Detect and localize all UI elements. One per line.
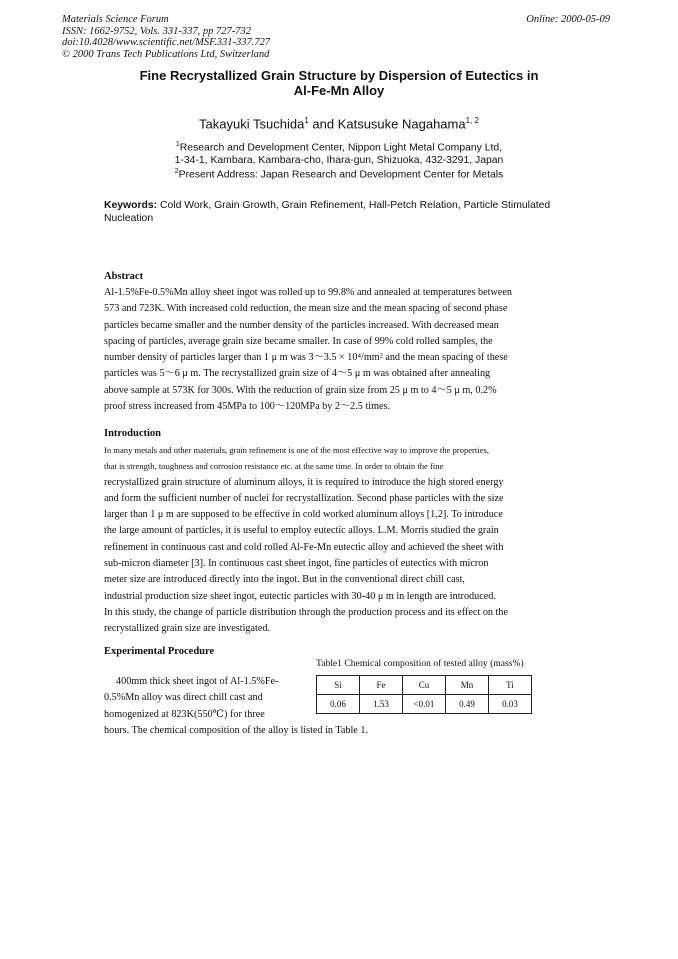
copyright: © 2000 Trans Tech Publications Ltd, Switzerland [62,48,270,60]
exp-line: hours. The chemical composition of the alloy is listed in Table 1. [104,724,369,736]
abstract-line: proof stress increased from 45MPa to 100～120MPa by 2～2.5 times. [104,401,391,413]
table-header-cell: Cu [403,676,446,695]
abstract-line: particles became smaller and the number density of the particles increased. With decreased mean [104,319,499,331]
keywords [104,200,574,225]
abstract-body [104,285,552,415]
introduction-heading: Introduction [104,428,161,439]
doi: doi:10.4028/www.scientific.net/MSF.331-337.727 [62,37,271,49]
table-header-cell: Ti [489,676,532,695]
abstract-line: above sample at 573K for 300s. With the reduction of grain size from 25 μ m to 4～5 μ m, 0.2% [104,384,497,396]
affiliation-2 [100,168,578,180]
table-cell: 0.06 [317,695,360,714]
abstract-line: 573 and 723K. With increased cold reduction, the mean size and the mean spacing of second phase [104,303,508,315]
table-cell: 0.49 [446,695,489,714]
table-cell: 1.53 [360,695,403,714]
table-cell: <0.01 [403,695,446,714]
experimental-heading: Experimental Procedure [104,646,215,657]
keywords-line-1: Cold Work, Grain Growth, Grain Refinement, Hall-Petch Relation, Particle Stimulated [157,200,551,211]
author-and: and [308,116,338,132]
table-header-cell: Fe [360,676,403,695]
table-header-cell: Si [317,676,360,695]
intro-line: industrial production size sheet ingot, eutectic particles with 30-40 μ m in length are introduced. [104,590,496,602]
intro-line: recrystallized grain size are investigated. [104,623,271,635]
affil-2-line: Present Address: Japan Research and Development Center for Metals [178,169,504,181]
affil-1-sup: 1 [175,141,180,148]
journal-info [62,14,270,60]
intro-line: In this study, the change of particle distribution through the production process and its effect on the [104,606,509,618]
exp-line: homogenized at 823K(550℃) for three [104,708,265,720]
affil-2-sup: 2 [174,168,179,175]
abstract-line: particles was 5～6 μ m. The recrystallized grain size of 4～5 μ m was obtained after annealing [104,368,491,380]
title-line-2: Al-Fe-Mn Alloy [293,83,385,98]
table-header-cell: Mn [446,676,489,695]
abstract-line: Al-1.5%Fe-0.5%Mn alloy sheet ingot was rolled up to 99.8% and annealed at temperatures between [104,287,512,298]
exp-line: 400mm thick sheet ingot of Al-1.5%Fe- [116,676,279,687]
author-1-sup: 1 [304,116,309,125]
table-header-row [317,676,532,695]
affiliation-1 [100,139,578,168]
author-2-sup: 1, 2 [465,116,479,125]
abstract-heading: Abstract [104,271,144,282]
online-date: Online: 2000-05-09 [526,14,610,25]
affil-1-line-2: 1-34-1, Kambara, Kambara-cho, Ihara-gun, Shizuoka, 432-3291, Japan [174,155,504,167]
journal-name: Materials Science Forum [62,14,169,25]
intro-line: refinement in continuous cast and cold rolled Al-Fe-Mn eutectic alloy and achieved the sheet with [104,541,504,553]
intro-line: that is strength, toughness and corrosion resistance etc. at the same time. In order to obtain the fine [104,461,444,472]
intro-line: recrystallized grain structure of aluminum alloys, it is required to introduce the high stored energy [104,476,504,488]
exp-line: 0.5%Mn alloy was direct chill cast and [104,692,263,704]
table-row [317,695,532,714]
keywords-line-2: Nucleation [104,212,154,224]
intro-line: In many metals and other materials, grain refinement is one of the most effective way to improve the properties, [104,445,490,455]
table-caption: Table1 Chemical composition of tested alloy (mass%) [316,658,524,669]
issn: ISSN: 1662-9752, Vols. 331-337, pp 727-732 [62,25,251,37]
chemical-composition-table [316,675,532,714]
keywords-label: Keywords: [104,200,158,211]
table-cell: 0.03 [489,695,532,714]
intro-line: and form the sufficient number of nuclei for recrystallization. Second phase particles with the size [104,492,504,504]
intro-line: sub-micron diameter [3]. In continuous cast sheet ingot, fine particles of eutectics with micron [104,558,489,570]
title-line-1: Fine Recrystallized Grain Structure by Dispersion of Eutectics in [139,68,539,83]
intro-line: the large amount of particles, it is useful to employ eutectic alloys. L.M. Morris studied the grain [104,525,499,537]
author-2: Katsusuke Nagahama [337,116,466,132]
author-1: Takayuki Tsuchida [199,116,305,132]
intro-line: larger than 1 μ m are supposed to be effective in cold worked aluminum alloys [1,2]. To introduce [104,509,503,521]
authors [100,116,578,131]
intro-line: meter size are introduced directly into the ingot. But in the conventional direct chill cast, [104,574,465,586]
paper-title [100,68,578,98]
abstract-line: number density of particles larger than 1 μ m was 3～3.5 × 10⁴/mm² and the mean spacing of these [104,352,508,364]
abstract-line: spacing of particles, average grain size became smaller. In case of 99% cold rolled samples, the [104,335,493,347]
affil-1-line-1: Research and Development Center, Nippon Light Metal Company Ltd, [179,142,503,154]
introduction-body [104,442,552,638]
